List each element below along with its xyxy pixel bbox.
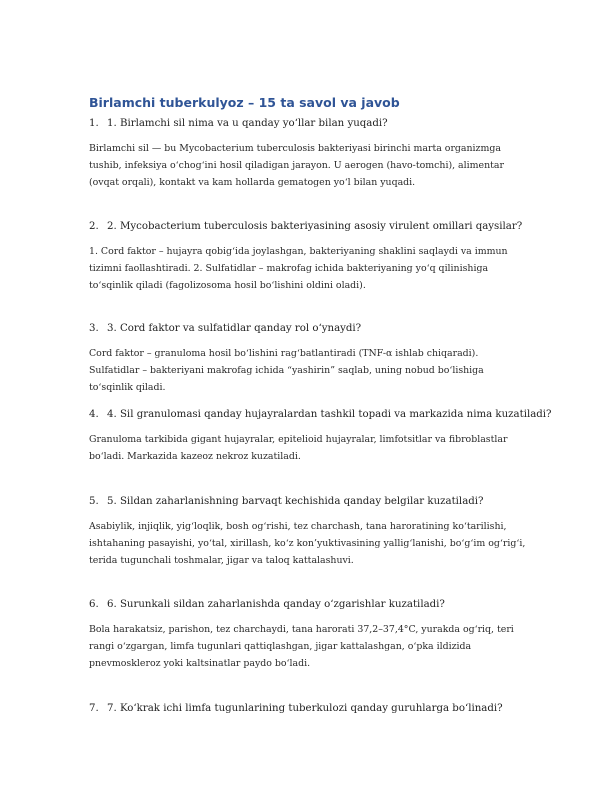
question-text: 5. Sildan zaharlanishning barvaqt kechishida qanday belgilar kuzatiladi?	[107, 496, 484, 507]
answer-4: Granuloma tarkibida gigant hujayralar, epitelioid hujayralar, limfotsitlar va fibroblastlar bo‘ladi. Markazida kazeoz nekroz kuzatiladi.	[89, 434, 508, 462]
answer-1: Birlamchi sil — bu Mycobacterium tuberculosis bakteriyasi birinchi marta organizmga tushib, infeksiya o‘chog‘ini hosil qiladigan jarayon. U aerogen (havo-tomchi), alimentar (ovqat orqali), kontakt va kam hollarda gematogen yo‘l bilan yuqadi.	[89, 143, 504, 188]
question-2	[89, 220, 529, 234]
question-6	[89, 598, 529, 612]
question-7	[89, 702, 529, 716]
qa-item-7	[89, 702, 529, 716]
qa-item-5	[89, 495, 529, 569]
question-text: 2. Mycobacterium tuberculosis bakteriyasining asosiy virulent omillari qaysilar?	[107, 221, 523, 232]
qa-item-4	[89, 408, 552, 465]
question-number: 1.	[89, 118, 99, 129]
qa-item-3	[89, 322, 529, 396]
question-number: 7.	[89, 703, 99, 714]
question-number: 3.	[89, 323, 99, 334]
question-number: 5.	[89, 496, 99, 507]
question-text: 4. Sil granulomasi qanday hujayralardan tashkil topadi va markazida nima kuzatiladi?	[107, 409, 552, 420]
answer-6: Bola harakatsiz, parishon, tez charchaydi, tana harorati 37,2–37,4°C, yurakda og‘riq, teri rangi o‘zgargan, limfa tugunlari qattiqlashgan, jigar kattalashgan, o‘pka ildizida pnevmoskleroz yoki kaltsinatlar paydo bo‘ladi.	[89, 624, 514, 669]
question-text: 6. Surunkali sildan zaharlanishda qanday o‘zgarishlar kuzatiladi?	[107, 599, 445, 610]
qa-item-6	[89, 598, 529, 672]
question-number: 4.	[89, 409, 99, 420]
qa-item-2	[89, 220, 529, 294]
question-number: 2.	[89, 221, 99, 232]
answer-3: Cord faktor – granuloma hosil bo‘lishini rag‘batlantiradi (TNF-α ishlab chiqaradi). Sulfatidlar – bakteriyani makrofag ichida “yashirin” saqlab, uning nobud bo‘lishiga to‘sqinlik qiladi.	[89, 348, 484, 393]
question-4	[89, 408, 552, 422]
answer-2: 1. Cord faktor – hujayra qobig‘ida joylashgan, bakteriyaning shaklini saqlaydi va immun tizimni faollashtiradi. 2. Sulfatidlar – makrofag ichida bakteriyaning yo‘q qilinishiga to‘sqinlik qiladi (fagolizosoma hosil bo‘lishini oldini oladi).	[89, 246, 508, 291]
document-title: Birlamchi tuberkulyoz – 15 ta savol va javob	[89, 95, 400, 110]
qa-item-1	[89, 117, 529, 191]
question-text: 1. Birlamchi sil nima va u qanday yo‘llar bilan yuqadi?	[107, 118, 388, 129]
question-number: 6.	[89, 599, 99, 610]
question-text: 7. Ko‘krak ichi limfa tugunlarining tuberkulozi qanday guruhlarga bo‘linadi?	[107, 703, 503, 714]
question-5	[89, 495, 529, 509]
question-3	[89, 322, 529, 336]
question-1	[89, 117, 529, 131]
answer-5: Asabiylik, injiqlik, yig‘loqlik, bosh og‘rishi, tez charchash, tana haroratining ko‘tarilishi, ishtahaning pasayishi, yo‘tal, xirillash, ko‘z kon’yuktivasining yallig‘lanishi, bo‘g‘im og‘rig‘i, terida tugunchali toshmalar, jigar va taloq kattalashuvi.	[89, 521, 526, 566]
question-text: 3. Cord faktor va sulfatidlar qanday rol o‘ynaydi?	[107, 323, 362, 334]
